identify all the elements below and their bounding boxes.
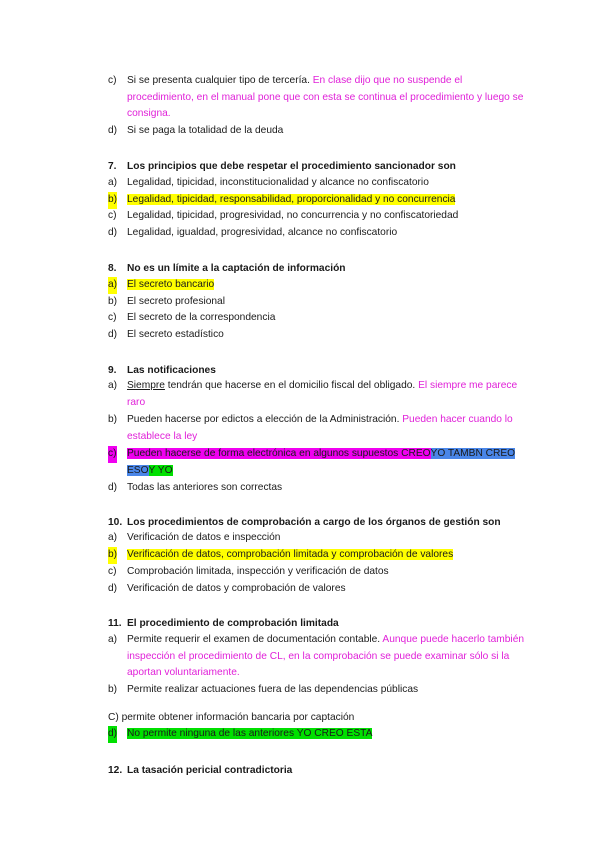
question-12-title: 12. La tasación pericial contradictoria: [108, 765, 293, 776]
option-d-pago: d) Si se paga la totalidad de la deuda: [108, 125, 284, 136]
q11-option-d: d) No permite ninguna de las anteriores YO CREO ESTA: [108, 726, 528, 743]
option-c-terceria: c) Si se presenta cualquier tipo de tercería. En clase dijo que no suspende el procedimiento, en el manual pone que con esta se continua el procedimiento y luego se consigna.: [108, 75, 524, 119]
question-7-title: 7. Los principios que debe respetar el procedimiento sancionador son: [108, 161, 456, 172]
q10-option-a: a) Verificación de datos e inspección: [108, 532, 281, 543]
highlight-yellow: El secreto bancario: [127, 279, 215, 290]
question-11-title: 11. El procedimiento de comprobación limitada: [108, 618, 339, 629]
q9-option-b: b) Pueden hacerse por edictos a elección de la Administración. Pueden hacer cuando lo establece la ley: [108, 414, 513, 442]
q10-option-c: c) Comprobación limitada, inspección y verificación de datos: [108, 566, 389, 577]
question-8-title: 8. No es un límite a la captación de información: [108, 263, 346, 274]
q7-option-d: d) Legalidad, igualdad, progresividad, alcance no confiscatorio: [108, 227, 398, 238]
q9-option-d: d) Todas las anteriores son correctas: [108, 482, 283, 493]
q8-option-d: d) El secreto estadístico: [108, 329, 224, 340]
highlight-green: No permite ninguna de las anteriores YO CREO ESTA: [127, 728, 373, 739]
q8-option-b: b) El secreto profesional: [108, 296, 225, 307]
comment-pink: El siempre me parece raro: [127, 380, 518, 408]
q10-option-d: d) Verificación de datos y comprobación de valores: [108, 583, 346, 594]
q7-option-b: b) Legalidad, tipicidad, responsabilidad, proporcionalidad y no concurrencia: [108, 192, 528, 209]
q7-option-c: c) Legalidad, tipicidad, progresividad, no concurrencia y no confiscatoriedad: [108, 210, 459, 221]
question-10-title: 10. Los procedimientos de comprobación a cargo de los órganos de gestión son: [108, 517, 501, 528]
q8-option-c: c) El secreto de la correspondencia: [108, 312, 276, 323]
comment-pink: Aunque puede hacerlo también inspección el procedimiento de CL, en la comprobación se puede examinar sólo si la aportan voluntariamente.: [127, 634, 525, 678]
highlight-yellow: Legalidad, tipicidad, responsabilidad, proporcionalidad y no concurrencia: [127, 194, 456, 205]
q7-option-a: a) Legalidad, tipicidad, inconstitucionalidad y alcance no confiscatorio: [108, 177, 429, 188]
highlight-green: Y YO: [148, 464, 173, 476]
comment-pink: En clase dijo que no suspende el procedimiento, en el manual pone que con esta se continua el procedimiento y luego se consigna.: [127, 75, 524, 119]
q11-option-b: b) Permite realizar actuaciones fuera de las dependencias públicas: [108, 684, 419, 695]
q9-option-a: a) Siempre tendrán que hacerse en el domicilio fiscal del obligado. El siempre me parece raro: [108, 380, 518, 408]
q9-option-c: c) Pueden hacerse de forma electrónica en algunos supuestos CREOYO TAMBN CREO ESOY YO: [108, 448, 516, 476]
highlight-magenta: Pueden hacerse de forma electrónica en algunos supuestos CREO: [127, 448, 431, 459]
comment-pink: Pueden hacer cuando lo establece la ley: [127, 414, 513, 442]
highlight-yellow: Verificación de datos, comprobación limitada y comprobación de valores: [127, 549, 454, 560]
q8-option-a: a) El secreto bancario: [108, 277, 528, 294]
q11-option-a: a) Permite requerir el examen de documentación contable. Aunque puede hacerlo también inspección el procedimiento de CL, en la comprobación se puede examinar sólo si la aportan voluntariamente.: [108, 634, 525, 678]
question-9-title: 9. Las notificaciones: [108, 365, 216, 376]
q10-option-b: b) Verificación de datos, comprobación limitada y comprobación de valores: [108, 547, 528, 564]
q11-option-c: C) permite obtener información bancaria por captación: [108, 712, 355, 723]
highlight-blue: YO TAMBN CREO ESO: [127, 448, 516, 476]
